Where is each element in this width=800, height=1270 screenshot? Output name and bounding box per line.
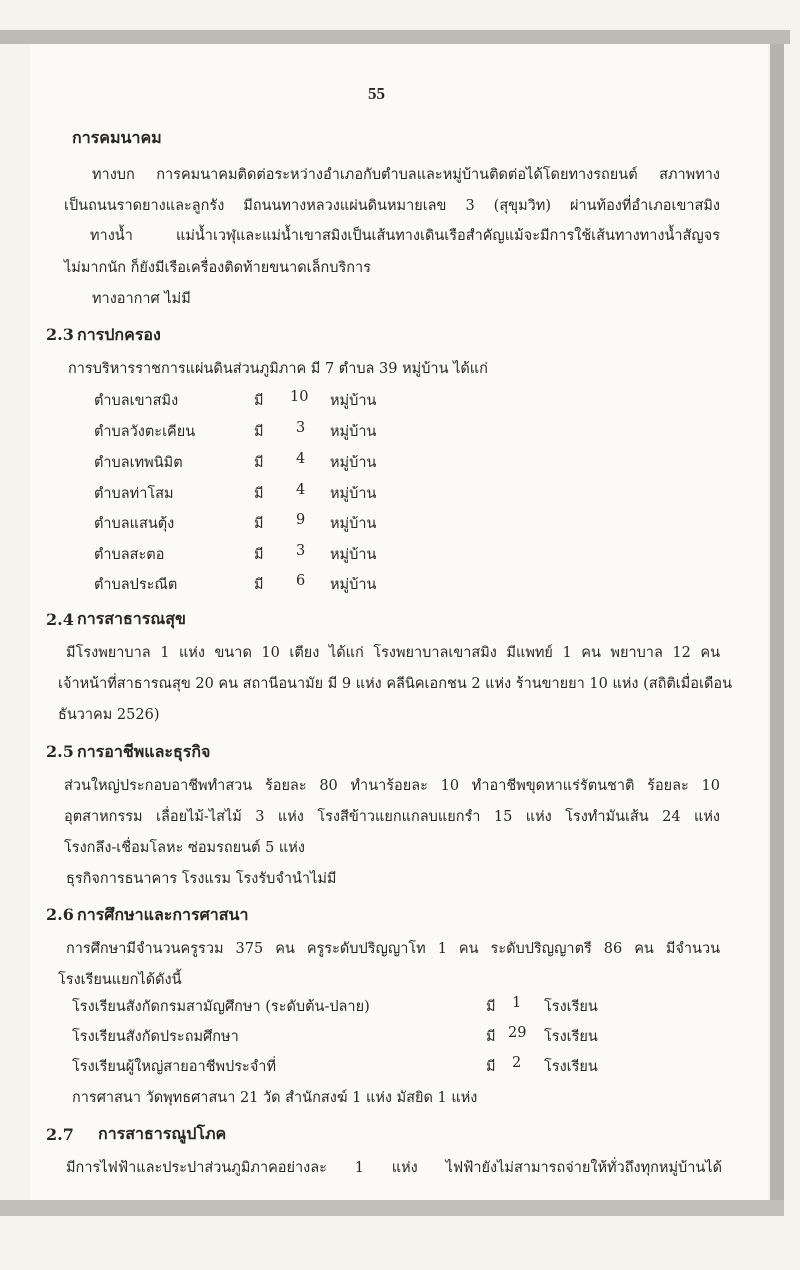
s23-row-name: ตำบลเทพนิมิต <box>94 455 183 471</box>
s23-row-unit: หมู่บ้าน <box>330 516 377 532</box>
s26-row-count: 29 <box>508 1025 527 1041</box>
s23-row-name: ตำบลสะตอ <box>94 547 165 563</box>
transport-water-line2: ไม่มากนัก ก็ยังมีเรือเครื่องติดท้ายขนาดเล็กบริการ <box>64 260 371 276</box>
scan-border-top <box>0 30 790 44</box>
s25-title: การอาชีพและธุรกิจ <box>77 742 211 761</box>
s23-row-name: ตำบลท่าโสม <box>94 486 174 502</box>
s25-line3: โรงกลึง-เชื่อมโลหะ ซ่อมรถยนต์ 5 แห่ง <box>64 840 305 856</box>
s23-row-has: มี <box>254 547 264 563</box>
s23-row-count: 3 <box>296 420 306 436</box>
s23-row-name: ตำบลประณีต <box>94 577 178 593</box>
s23-row-unit: หมู่บ้าน <box>330 455 377 471</box>
s26-title: การศึกษาและการศาสนา <box>77 905 249 924</box>
s26-number: 2.6 <box>46 905 74 924</box>
s26-row-has: มี <box>486 999 496 1015</box>
s23-row-name: ตำบลเขาสมิง <box>94 393 179 409</box>
transport-heading: การคมนาคม <box>72 128 162 147</box>
s23-row-has: มี <box>254 486 264 502</box>
transport-land-line1: ทางบก การคมนาคมติดต่อระหว่างอำเภอกับตำบลและหมู่บ้านติดต่อได้โดยทางรถยนต์ สภาพทาง <box>92 167 720 183</box>
s23-row-has: มี <box>254 577 264 593</box>
s24-line2: เจ้าหน้าที่สาธารณสุข 20 คน สถานีอนามัย มี 9 แห่ง คลีนิคเอกชน 2 แห่ง ร้านขายยา 10 แห่ง (สถิติเมื่อเดือน <box>58 676 732 692</box>
s23-row-count: 4 <box>296 451 306 467</box>
transport-water-line1: ทางน้ำ แม่น้ำเวฬุและแม่น้ำเขาสมิงเป็นเส้นทางเดินเรือสำคัญแม้จะมีการใช้เส้นทางทางน้ำสัญจร <box>90 228 720 244</box>
s23-row-name: ตำบลวังตะเคียน <box>94 424 196 440</box>
s26-row-name: โรงเรียนสังกัดประถมศึกษา <box>72 1029 239 1045</box>
s23-row-unit: หมู่บ้าน <box>330 547 377 563</box>
s23-intro: การบริหารราชการแผ่นดินส่วนภูมิภาค มี 7 ตำบล 39 หมู่บ้าน ได้แก่ <box>68 361 488 377</box>
scan-border-right <box>770 44 784 1204</box>
s24-title: การสาธารณสุข <box>77 609 186 628</box>
s26-row-has: มี <box>486 1059 496 1075</box>
s23-row-has: มี <box>254 424 264 440</box>
s23-number: 2.3 <box>46 325 74 344</box>
s27-title: การสาธารณูปโภค <box>98 1124 227 1143</box>
s26-row-unit: โรงเรียน <box>544 1059 598 1075</box>
s26-row-unit: โรงเรียน <box>544 1029 598 1045</box>
s25-line4: ธุรกิจการธนาคาร โรงแรม โรงรับจำนำไม่มี <box>66 871 337 887</box>
s23-row-has: มี <box>254 516 264 532</box>
s23-row-count: 9 <box>296 512 306 528</box>
s23-row-count: 4 <box>296 482 306 498</box>
s23-row-count: 3 <box>296 543 306 559</box>
s23-row-unit: หมู่บ้าน <box>330 424 377 440</box>
s26-line2: โรงเรียนแยกได้ดังนี้ <box>58 972 182 988</box>
s26-row-count: 2 <box>512 1055 522 1071</box>
s27-number: 2.7 <box>46 1125 74 1144</box>
s23-row-name: ตำบลแสนตุ้ง <box>94 516 175 532</box>
s26-row-unit: โรงเรียน <box>544 999 598 1015</box>
s23-title: การปกครอง <box>77 325 161 344</box>
s23-row-unit: หมู่บ้าน <box>330 486 377 502</box>
s26-row-count: 1 <box>512 995 522 1011</box>
s26-line1: การศึกษามีจำนวนครูรวม 375 คน ครูระดับปริญญาโท 1 คน ระดับปริญญาตรี 86 คน มีจำนวน <box>66 941 720 957</box>
s24-number: 2.4 <box>46 610 74 629</box>
transport-air-line: ทางอากาศ ไม่มี <box>92 291 191 307</box>
s25-line2: อุตสาหกรรม เลื่อยไม้-ไสไม้ 3 แห่ง โรงสีข้าวแยกแกลบแยกรำ 15 แห่ง โรงทำมันเส้น 24 แห่ง <box>64 809 720 825</box>
s26-row-name: โรงเรียนสังกัดกรมสามัญศึกษา (ระดับต้น-ปลาย) <box>72 999 370 1015</box>
s23-row-count: 6 <box>296 573 306 589</box>
s26-row-name: โรงเรียนผู้ใหญ่สายอาชีพประจำที่ <box>72 1059 277 1075</box>
s24-line3: ธันวาคม 2526) <box>58 707 160 723</box>
transport-land-line2: เป็นถนนราดยางและลูกรัง มีถนนทางหลวงแผ่นดินหมายเลข 3 (สุขุมวิท) ผ่านท้องที่อำเภอเขาสมิง <box>64 198 720 214</box>
s24-line1: มีโรงพยาบาล 1 แห่ง ขนาด 10 เตียง ได้แก่ โรงพยาบาลเขาสมิง มีแพทย์ 1 คน พยาบาล 12 คน <box>66 645 720 661</box>
s23-row-unit: หมู่บ้าน <box>330 577 377 593</box>
s27-line1: มีการไฟฟ้าและประปาส่วนภูมิภาคอย่างละ 1 แห่ง ไฟฟ้ายังไม่สามารถจ่ายให้ทั่วถึงทุกหมู่บ้านได้ <box>66 1160 722 1176</box>
s26-religion: การศาสนา วัดพุทธศาสนา 21 วัด สำนักสงฆ์ 1 แห่ง มัสยิด 1 แห่ง <box>72 1090 478 1106</box>
page-number: 55 <box>368 84 385 103</box>
s26-row-has: มี <box>486 1029 496 1045</box>
s23-row-has: มี <box>254 455 264 471</box>
s25-number: 2.5 <box>46 742 74 761</box>
s23-row-has: มี <box>254 393 264 409</box>
s23-row-count: 10 <box>290 389 309 405</box>
scan-border-bottom <box>0 1200 784 1216</box>
s25-line1: ส่วนใหญ่ประกอบอาชีพทำสวน ร้อยละ 80 ทำนาร้อยละ 10 ทำอาชีพขุดหาแร่รัตนชาติ ร้อยละ 10 <box>64 778 720 794</box>
s23-row-unit: หมู่บ้าน <box>330 393 377 409</box>
